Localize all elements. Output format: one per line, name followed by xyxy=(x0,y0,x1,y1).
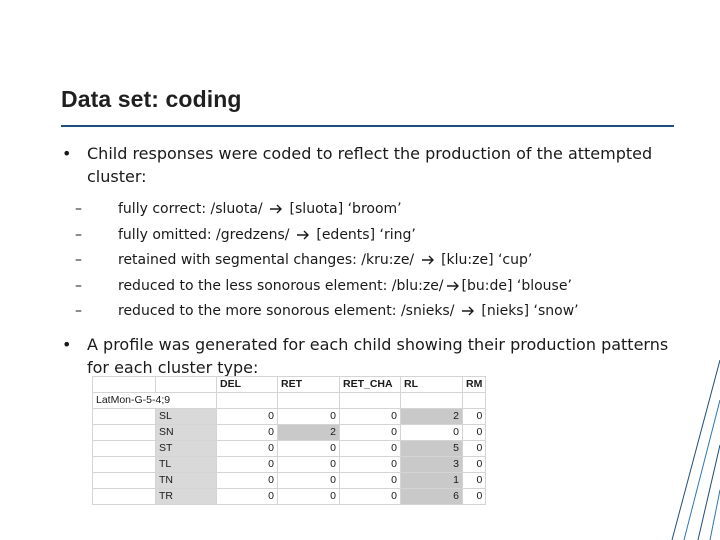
table-cell xyxy=(401,393,463,409)
bullet-list xyxy=(62,142,672,379)
table-cell xyxy=(93,489,156,505)
table-row xyxy=(93,425,486,441)
table-header-cell: RET_CHA xyxy=(340,377,401,393)
cluster-type-cell: ST xyxy=(156,441,217,457)
bullet-item xyxy=(62,142,672,188)
dash-symbol: – xyxy=(75,226,82,243)
count-cell: 0 xyxy=(463,441,486,457)
table-cell xyxy=(93,409,156,425)
cluster-type-cell: SN xyxy=(156,425,217,441)
table-cell xyxy=(217,393,278,409)
table-cell xyxy=(93,473,156,489)
cluster-type-cell: TL xyxy=(156,457,217,473)
table-body xyxy=(93,409,486,505)
dash-symbol: – xyxy=(75,277,82,294)
count-cell: 2 xyxy=(401,409,463,425)
sub-item-source: retained with segmental changes: /kru:ze/ xyxy=(118,252,415,268)
bullet-symbol: • xyxy=(62,144,72,163)
count-cell: 0 xyxy=(278,489,340,505)
cluster-type-cell: SL xyxy=(156,409,217,425)
count-cell: 0 xyxy=(401,425,463,441)
count-cell: 2 xyxy=(278,425,340,441)
count-cell: 0 xyxy=(340,473,401,489)
count-cell: 0 xyxy=(463,425,486,441)
title-underline xyxy=(61,125,674,127)
table-header-cell: RM xyxy=(463,377,486,393)
table-cell xyxy=(340,393,401,409)
dash-symbol: – xyxy=(75,252,82,268)
bullet-text: A profile was generated for each child showing their production patterns for each cluster type: xyxy=(87,334,669,377)
count-cell: 0 xyxy=(217,425,278,441)
table-header-cell xyxy=(156,377,217,393)
right-arrow-icon xyxy=(269,204,283,214)
count-cell: 0 xyxy=(340,489,401,505)
count-cell: 0 xyxy=(217,441,278,457)
count-cell: 0 xyxy=(340,409,401,425)
dash-symbol: – xyxy=(75,201,82,217)
cluster-type-cell: TR xyxy=(156,489,217,505)
cluster-type-cell: TN xyxy=(156,473,217,489)
count-cell: 0 xyxy=(463,489,486,505)
table-cell xyxy=(93,425,156,441)
sub-item-source: fully omitted: /gredzens/ xyxy=(118,226,290,243)
table-corner-cell xyxy=(93,377,156,393)
count-cell: 0 xyxy=(463,457,486,473)
right-arrow-icon xyxy=(446,281,460,291)
table-row xyxy=(93,489,486,505)
sub-item-result: [klu:ze] ‘cup’ xyxy=(441,252,533,268)
right-arrow-icon xyxy=(296,230,310,240)
count-cell: 0 xyxy=(217,457,278,473)
count-cell: 0 xyxy=(217,489,278,505)
count-cell: 0 xyxy=(340,425,401,441)
table-row xyxy=(93,473,486,489)
table-cell xyxy=(93,441,156,457)
count-cell: 0 xyxy=(340,441,401,457)
sub-item xyxy=(62,248,672,274)
bullet-item xyxy=(62,333,672,379)
bullet-symbol: • xyxy=(62,334,72,354)
table-header-row xyxy=(93,377,486,393)
table-header-cell: RET xyxy=(278,377,340,393)
sub-item-source: reduced to the more sonorous element: /snieks/ xyxy=(118,303,455,319)
bullet-text: Child responses were coded to reflect the production of the attempted cluster: xyxy=(87,144,653,186)
sub-item xyxy=(62,223,672,249)
count-cell: 1 xyxy=(401,473,463,489)
child-id-label: LatMon-G-5-4;9 xyxy=(93,393,217,409)
table-cell xyxy=(93,457,156,473)
table-row xyxy=(93,441,486,457)
count-cell: 0 xyxy=(278,473,340,489)
sub-list xyxy=(62,197,672,325)
count-cell: 0 xyxy=(278,409,340,425)
sub-item-result: [bu:de] ‘blouse’ xyxy=(461,277,572,294)
sub-item xyxy=(62,274,672,300)
count-cell: 0 xyxy=(217,473,278,489)
count-cell: 0 xyxy=(463,473,486,489)
profile-table xyxy=(92,376,486,505)
count-cell: 0 xyxy=(278,457,340,473)
sub-item-source: fully correct: /sluota/ xyxy=(118,201,263,217)
table-row xyxy=(93,409,486,425)
count-cell: 0 xyxy=(278,441,340,457)
count-cell: 6 xyxy=(401,489,463,505)
sub-item xyxy=(62,299,672,325)
count-cell: 0 xyxy=(217,409,278,425)
sub-item-result: [edents] ‘ring’ xyxy=(316,226,416,243)
sub-item xyxy=(62,197,672,223)
table-label-row xyxy=(93,393,486,409)
count-cell: 5 xyxy=(401,441,463,457)
count-cell: 0 xyxy=(463,409,486,425)
sub-item-result: [nieks] ‘snow’ xyxy=(481,303,579,319)
right-arrow-icon xyxy=(421,255,435,265)
count-cell: 3 xyxy=(401,457,463,473)
table-header-cell: DEL xyxy=(217,377,278,393)
table-cell xyxy=(278,393,340,409)
dash-symbol: – xyxy=(75,303,82,319)
decorative-lines xyxy=(670,350,720,540)
table-header-cell: RL xyxy=(401,377,463,393)
sub-item-result: [sluota] ‘broom’ xyxy=(289,201,402,217)
table-cell xyxy=(463,393,486,409)
sub-item-source: reduced to the less sonorous element: /blu:ze/ xyxy=(118,277,444,294)
count-cell: 0 xyxy=(340,457,401,473)
slide-title: Data set: coding xyxy=(61,86,242,112)
table-row xyxy=(93,457,486,473)
right-arrow-icon xyxy=(461,306,475,316)
